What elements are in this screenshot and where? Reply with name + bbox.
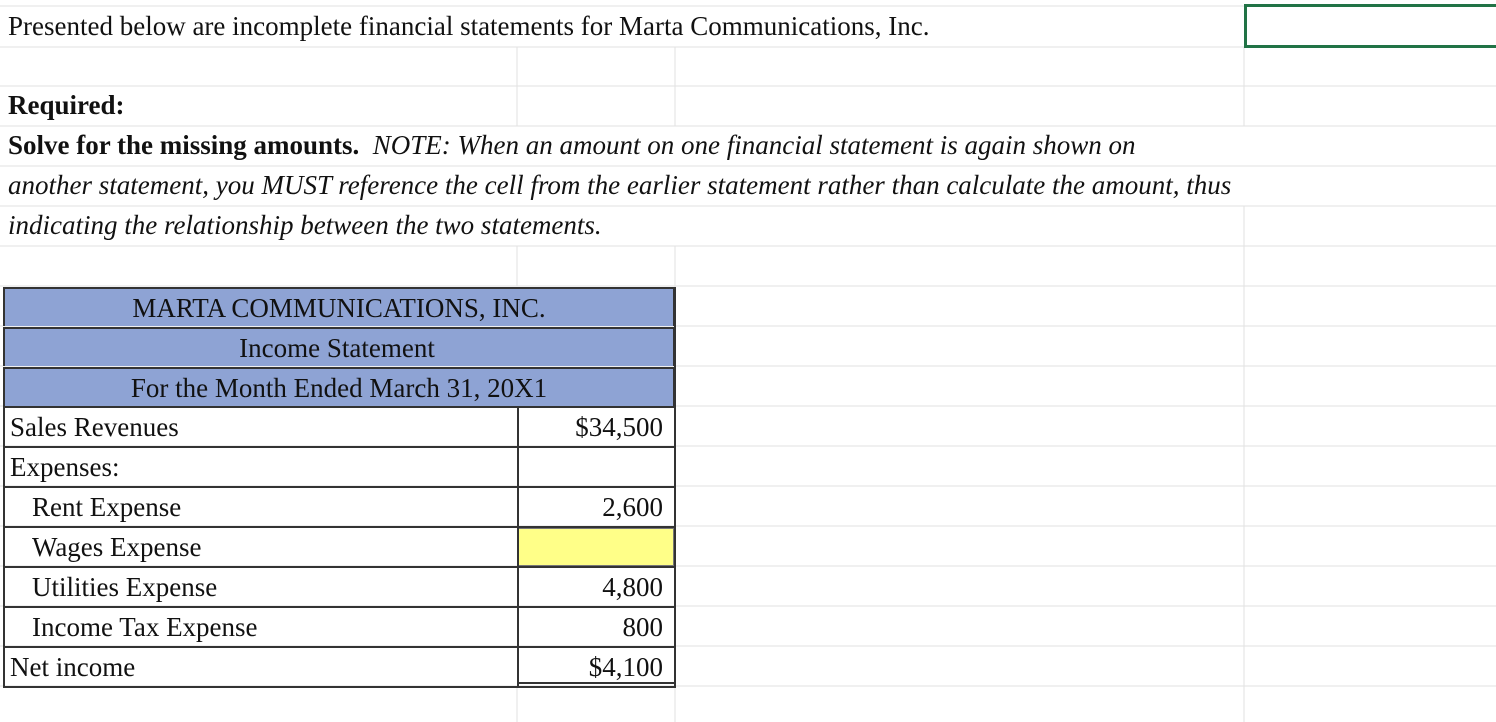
amount-sales-revenues[interactable]: $34,500 xyxy=(575,412,663,442)
amount-net-income[interactable]: $4,100 xyxy=(588,652,663,682)
instruction-line-3: indicating the relationship between the two statements. xyxy=(8,210,602,240)
statement-title: Income Statement xyxy=(239,333,435,363)
amount-rent-expense[interactable]: 2,600 xyxy=(602,492,663,522)
statement-company-header xyxy=(3,287,675,326)
statement-title-header xyxy=(3,327,675,366)
row-label-income-tax-expense: Income Tax Expense xyxy=(32,612,258,642)
instruction-line-2: another statement, you MUST reference the cell from the earlier statement rather than calculate the amount, thus xyxy=(8,170,1232,200)
statement-period: For the Month Ended March 31, 20X1 xyxy=(130,373,548,403)
row-label-wages-expense: Wages Expense xyxy=(32,532,202,562)
instruction-bold: Solve for the missing amounts. xyxy=(8,130,360,160)
instruction-line-1 xyxy=(8,129,1136,161)
intro-text: Presented below are incomplete financial statements for Marta Communications, Inc. xyxy=(8,11,930,41)
row-label-net-income: Net income xyxy=(10,652,136,682)
selected-cell[interactable] xyxy=(1244,4,1496,48)
wages-expense-amount-cell[interactable] xyxy=(518,528,674,566)
required-label: Required: xyxy=(8,90,125,120)
amount-income-tax-expense[interactable]: 800 xyxy=(622,612,663,642)
row-label-rent-expense: Rent Expense xyxy=(32,492,182,522)
amount-utilities-expense[interactable]: 4,800 xyxy=(602,572,663,602)
company-name: MARTA COMMUNICATIONS, INC. xyxy=(132,293,546,323)
row-label-sales-revenues: Sales Revenues xyxy=(10,412,179,442)
row-label-utilities-expense: Utilities Expense xyxy=(32,572,218,602)
row-label-expenses: Expenses: xyxy=(10,452,120,482)
instruction-note: NOTE: When an amount on one financial statement is again shown on xyxy=(372,130,1136,160)
statement-period-header xyxy=(3,367,675,408)
